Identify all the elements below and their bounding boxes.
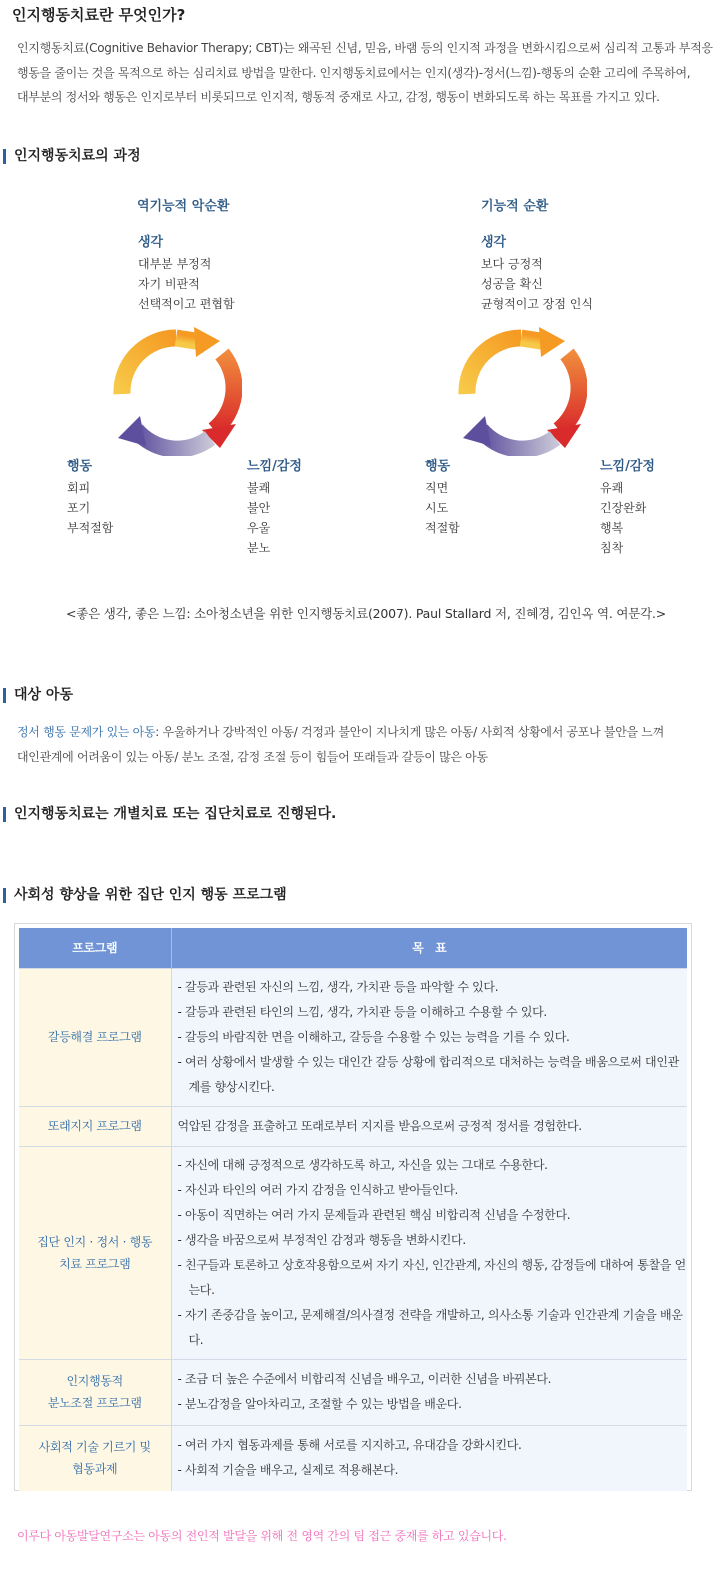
table-row bbox=[19, 1359, 687, 1425]
group-label: 행동 bbox=[67, 459, 93, 474]
group-label: 행동 bbox=[425, 459, 451, 474]
col-goal: 목 표 bbox=[171, 928, 687, 968]
group-item: 불안 bbox=[247, 501, 271, 515]
target-highlight: 정서 행동 문제가 있는 아동 bbox=[17, 725, 156, 739]
group-item: 부적절함 bbox=[67, 521, 114, 535]
program-table-body bbox=[19, 968, 687, 1491]
goal-item: - 자신과 타인의 여러 가지 감정을 인식하고 받아들인다. bbox=[177, 1182, 459, 1197]
program-name-cell bbox=[19, 1425, 171, 1491]
program-name: 인지행동적 bbox=[66, 1374, 123, 1388]
table-header-row bbox=[19, 928, 687, 968]
group-item: 분노 bbox=[247, 541, 271, 555]
group-label: 느낌/감정 bbox=[247, 459, 302, 474]
program-name-cell bbox=[19, 1146, 171, 1359]
group-item: 보다 긍정적 bbox=[481, 257, 543, 271]
dysfunctional-behavior bbox=[67, 457, 113, 538]
group-item: 행복 bbox=[600, 521, 624, 535]
mode-heading: 인지행동치료는 개별치료 또는 집단치료로 진행된다. bbox=[3, 806, 336, 823]
group-item: 우울 bbox=[247, 521, 271, 535]
table-row bbox=[19, 1425, 687, 1491]
group-label: 생각 bbox=[481, 235, 507, 250]
program-heading: 사회성 향상을 위한 집단 인지 행동 프로그램 bbox=[3, 887, 287, 904]
group-label: 느낌/감정 bbox=[600, 459, 655, 474]
intro-line: 행동을 줄이는 것을 목적으로 하는 심리치료 방법을 말한다. 인지행동치료에서는 인지(생각)-정서(느낌)-행동의 순환 고리에 주목하여, bbox=[17, 65, 691, 80]
functional-feeling bbox=[600, 457, 655, 558]
program-table bbox=[19, 928, 687, 1491]
group-item: 성공을 확신 bbox=[481, 277, 543, 291]
goal-item: - 아동이 직면하는 여러 가지 문제들과 관련된 핵심 비합리적 신념을 수정한다. bbox=[177, 1207, 571, 1222]
group-item: 직면 bbox=[425, 481, 449, 495]
process-heading: 인지행동치료의 과정 bbox=[3, 148, 141, 165]
group-label: 생각 bbox=[138, 235, 164, 250]
table-row bbox=[19, 1106, 687, 1146]
program-name: 또래지지 프로그램 bbox=[47, 1119, 142, 1133]
group-item: 적절함 bbox=[425, 521, 460, 535]
group-item: 포기 bbox=[67, 501, 91, 515]
group-item: 대부분 부정적 bbox=[138, 257, 212, 271]
functional-thought bbox=[481, 233, 593, 314]
dysfunctional-thought bbox=[138, 233, 235, 314]
group-item: 균형적이고 장점 인식 bbox=[481, 297, 593, 311]
group-item: 선택적이고 편협함 bbox=[138, 297, 235, 311]
goal-item: - 사회적 기술을 배우고, 실제로 적용해본다. bbox=[177, 1463, 399, 1478]
program-goal-cell bbox=[171, 968, 687, 1106]
program-name-cell bbox=[19, 968, 171, 1106]
goal-item: - 자기 존중감을 높이고, 문제해결/의사결정 전략을 개발하고, 의사소통 기술과 인간관계 기술을 배운다. bbox=[177, 1307, 683, 1347]
goal-item: 억압된 감정을 표출하고 또래로부터 지지를 받음으로써 긍정적 정서를 경험한다. bbox=[177, 1118, 582, 1133]
goal-item: - 여러 상황에서 발생할 수 있는 대인간 갈등 상황에 합리적으로 대처하는 능력을 배움으로써 대인관계를 향상시킨다. bbox=[177, 1054, 679, 1094]
program-goal-cell bbox=[171, 1106, 687, 1146]
group-item: 시도 bbox=[425, 501, 449, 515]
page-title: 인지행동치료란 무엇인가? bbox=[12, 6, 186, 24]
goal-item: - 분노감정을 알아차리고, 조절할 수 있는 방법을 배운다. bbox=[177, 1397, 462, 1411]
goal-item: - 갈등과 관련된 타인의 느낌, 생각, 가치관 등을 이해하고 수용할 수 있다. bbox=[177, 1004, 547, 1019]
dysfunctional-feeling bbox=[247, 457, 302, 558]
program-name: 협동과제 bbox=[72, 1462, 118, 1477]
program-name: 치료 프로그램 bbox=[59, 1256, 131, 1271]
functional-cycle-icon bbox=[455, 324, 587, 456]
goal-item: - 친구들과 토론하고 상호작용함으로써 자기 자신, 인간관계, 자신의 행동, 감정들에 대하여 통찰을 얻는다. bbox=[177, 1257, 686, 1297]
program-name: 집단 인지 · 정서 · 행동 bbox=[37, 1234, 153, 1249]
goal-item: - 생각을 바꿈으로써 부정적인 감정과 행동을 변화시킨다. bbox=[177, 1232, 466, 1247]
group-item: 회피 bbox=[67, 481, 91, 495]
program-name: 분노조절 프로그램 bbox=[47, 1396, 142, 1410]
intro-line: 인지행동치료(Cognitive Behavior Therapy; CBT)는 왜곡된 신념, 믿음, 바램 등의 인지적 과정을 변화시킴으로써 심리적 고통과 부적응 bbox=[17, 41, 713, 55]
group-item: 침착 bbox=[600, 541, 624, 555]
group-item: 자기 비판적 bbox=[138, 277, 200, 291]
functional-behavior bbox=[425, 457, 460, 538]
source-citation: <좋은 생각, 좋은 느낌: 소아청소년을 위한 인지행동치료(2007). Paul Stallard 저, 진혜경, 김인옥 역. 여문각.> bbox=[66, 606, 667, 621]
target-line: 대인관계에 어려움이 있는 아동/ 분노 조절, 감정 조절 등이 힘들어 또래들과 갈등이 많은 아동 bbox=[17, 750, 488, 764]
group-item: 유쾌 bbox=[600, 481, 624, 495]
program-table-wrap bbox=[14, 923, 692, 1491]
program-goal-cell bbox=[171, 1146, 687, 1359]
target-line: : 우울하거나 강박적인 아동/ 걱정과 불안이 지나치게 많은 아동/ 사회적 상황에서 공포나 불안을 느껴 bbox=[155, 725, 664, 739]
program-goal-cell bbox=[171, 1425, 687, 1491]
program-name: 갈등해결 프로그램 bbox=[47, 1030, 142, 1044]
group-item: 긴장완화 bbox=[600, 501, 647, 515]
col-program: 프로그램 bbox=[19, 928, 171, 968]
program-name: 사회적 기술 기르기 및 bbox=[38, 1440, 151, 1455]
target-heading: 대상 아동 bbox=[3, 687, 73, 704]
table-row bbox=[19, 1146, 687, 1359]
functional-title: 기능적 순환 bbox=[481, 199, 549, 214]
table-row bbox=[19, 968, 687, 1106]
goal-item: - 자신에 대해 긍정적으로 생각하도록 하고, 자신을 있는 그대로 수용한다. bbox=[177, 1157, 548, 1172]
intro-line: 대부분의 정서와 행동은 인지로부터 비롯되므로 인지적, 행동적 중재로 사고, 감정, 행동이 변화되도록 하는 목표를 가지고 있다. bbox=[17, 90, 660, 104]
program-name-cell bbox=[19, 1106, 171, 1146]
group-item: 불쾌 bbox=[247, 481, 271, 495]
goal-item: - 갈등과 관련된 자신의 느낌, 생각, 가치관 등을 파악할 수 있다. bbox=[177, 979, 499, 994]
footer-note: 이루다 아동발달연구소는 아동의 전인적 발달을 위해 전 영역 간의 팀 접근 중재를 하고 있습니다. bbox=[17, 1529, 507, 1543]
intro-text bbox=[17, 36, 713, 110]
program-name-cell bbox=[19, 1359, 171, 1425]
goal-item: - 여러 가지 협동과제를 통해 서로를 지지하고, 유대감을 강화시킨다. bbox=[177, 1438, 522, 1453]
target-text bbox=[17, 720, 709, 770]
program-goal-cell bbox=[171, 1359, 687, 1425]
goal-item: - 조금 더 높은 수준에서 비합리적 신념을 배우고, 이러한 신념을 바꿔본다. bbox=[177, 1372, 552, 1386]
vicious-cycle-icon bbox=[110, 324, 242, 456]
goal-item: - 갈등의 바람직한 면을 이해하고, 갈등을 수용할 수 있는 능력을 기를 수 있다. bbox=[177, 1029, 570, 1044]
dysfunctional-title: 역기능적 악순환 bbox=[137, 199, 230, 214]
